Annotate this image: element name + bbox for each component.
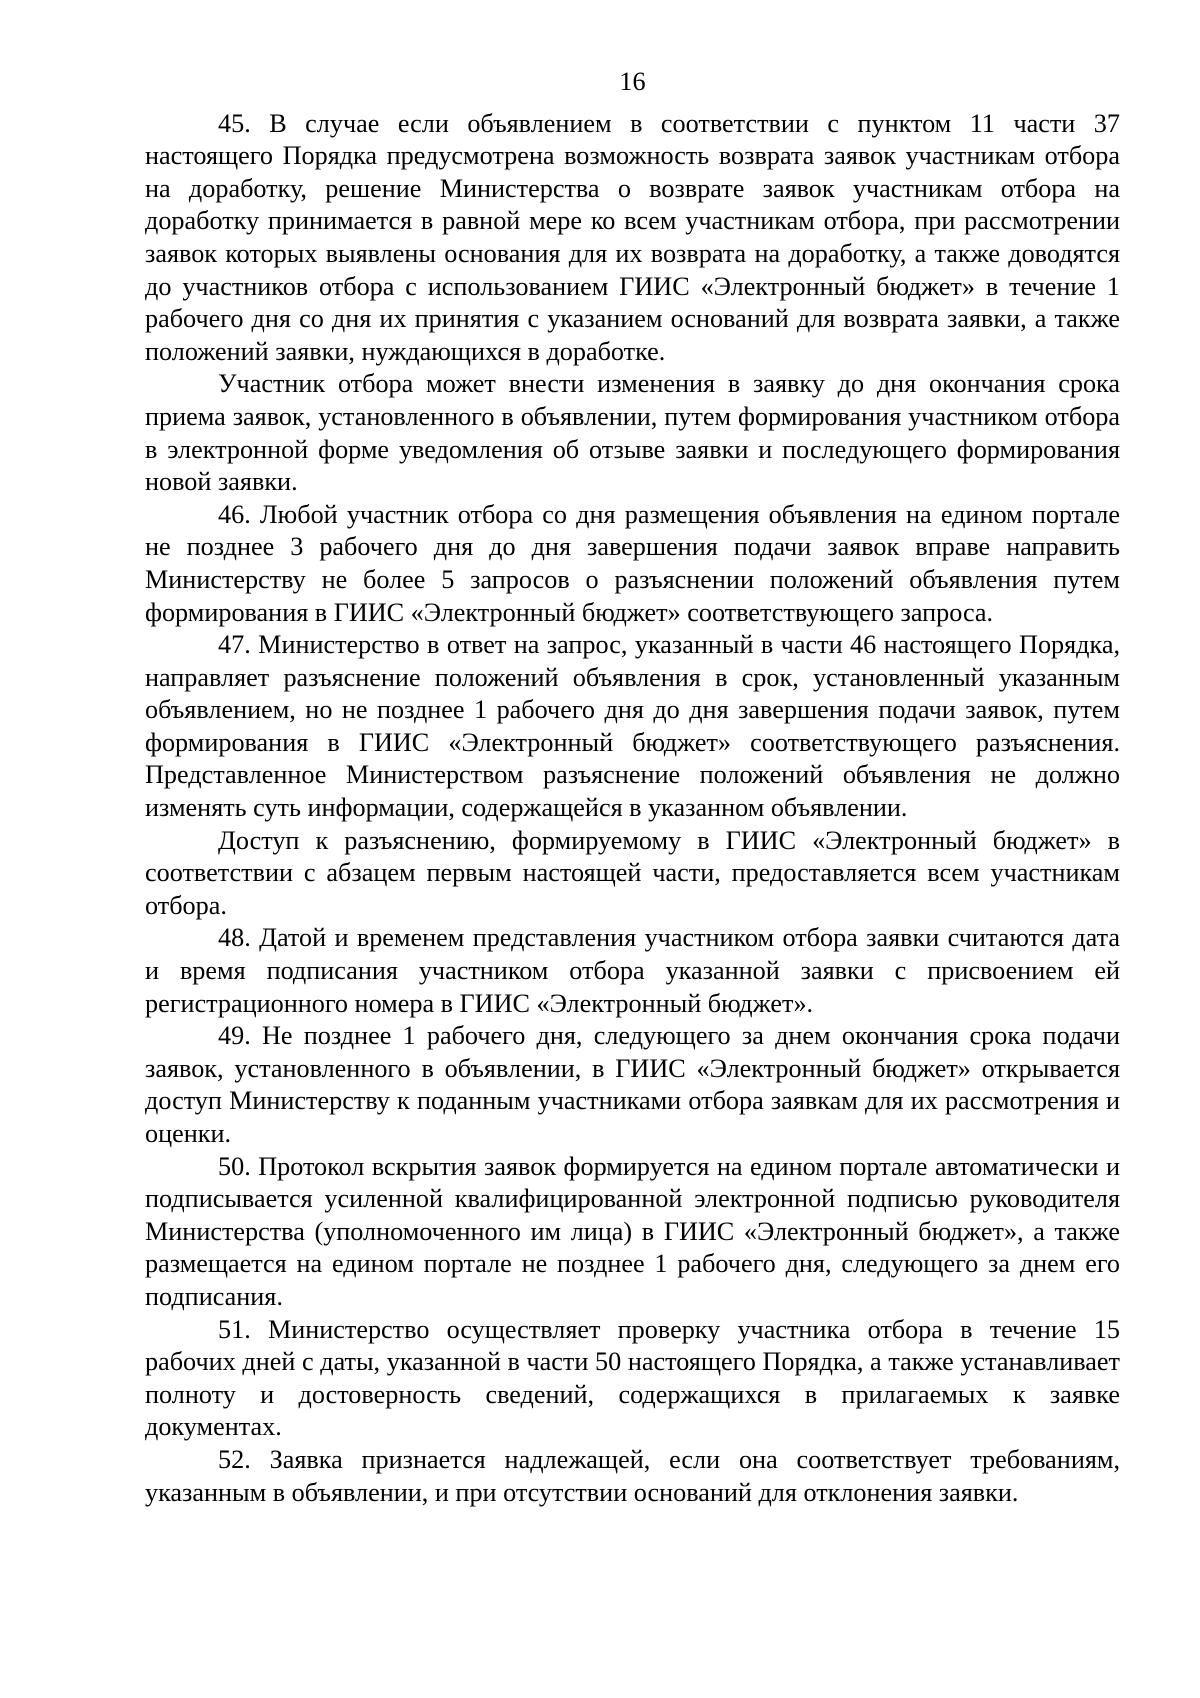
document-page <box>145 66 1120 1509</box>
paragraph-52: 52. Заявка признается надлежащей, если она соответствует требованиям, указанным в объявлении, и при отсутствии оснований для отклонения заявки. <box>145 1444 1120 1507</box>
paragraph-51: 51. Министерство осуществляет проверку участника отбора в течение 15 рабочих дней с даты, указанной в части 50 настоящего Порядка, а также устанавливает полноту и достоверность сведений, содержащихся в прилагаемых к заявке документах. <box>145 1314 1120 1442</box>
page-number: 16 <box>619 67 646 96</box>
paragraph-50: 50. Протокол вскрытия заявок формируется на едином портале автоматически и подписывается усиленной квалифицированной электронной подписью руководителя Министерства (уполномоченного им лица) в ГИИС «Электронный бюджет», а также размещается на едином портале не позднее 1 рабочего дня, следующего за днем его подписания. <box>145 1151 1120 1311</box>
paragraph-45-amendment: Участник отбора может внести изменения в заявку до дня окончания срока приема заявок, установленного в объявлении, путем формирования участником отбора в электронной форме уведомления об отзыве заявки и последующего формирования новой заявки. <box>145 369 1120 497</box>
paragraph-46: 46. Любой участник отбора со дня размещения объявления на едином портале не позднее 3 рабочего дня до дня завершения подачи заявок вправе направить Министерству не более 5 запросов о разъяснении положений объявления путем формирования в ГИИС «Электронный бюджет» соответствующего запроса. <box>145 499 1120 627</box>
paragraph-49: 49. Не позднее 1 рабочего дня, следующего за днем окончания срока подачи заявок, установленного в объявлении, в ГИИС «Электронный бюджет» открывается доступ Министерству к поданным участниками отбора заявкам для их рассмотрения и оценки. <box>145 1021 1120 1148</box>
paragraph-47: 47. Министерство в ответ на запрос, указанный в части 46 настоящего Порядка, направляет разъяснение положений объявления в срок, установленный указанным объявлением, но не позднее 1 рабочего дня до дня завершения подачи заявок, путем формирования в ГИИС «Электронный бюджет» соответствующего разъяснения. Представленное Министерством разъяснение положений объявления не должно изменять суть информации, содержащейся в указанном объявлении. <box>145 630 1120 823</box>
paragraph-45: 45. В случае если объявлением в соответствии с пунктом 11 части 37 настоящего Порядка предусмотрена возможность возврата заявок участникам отбора на доработку, решение Министерства о возврате заявок участникам отбора на доработку принимается в равной мере ко всем участникам отбора, при рассмотрении заявок которых выявлены основания для их возврата на доработку, а также доводятся до участников отбора с использованием ГИИС «Электронный бюджет» в течение 1 рабочего дня со дня их принятия с указанием оснований для возврата заявки, а также положений заявки, нуждающихся в доработке. <box>145 108 1120 366</box>
paragraph-47-access: Доступ к разъяснению, формируемому в ГИИС «Электронный бюджет» в соответствии с абзацем первым настоящей части, предоставляется всем участникам отбора. <box>145 825 1120 920</box>
paragraph-48: 48. Датой и временем представления участником отбора заявки считаются дата и время подписания участником отбора указанной заявки с присвоением ей регистрационного номера в ГИИС «Электронный бюджет». <box>145 923 1120 1018</box>
